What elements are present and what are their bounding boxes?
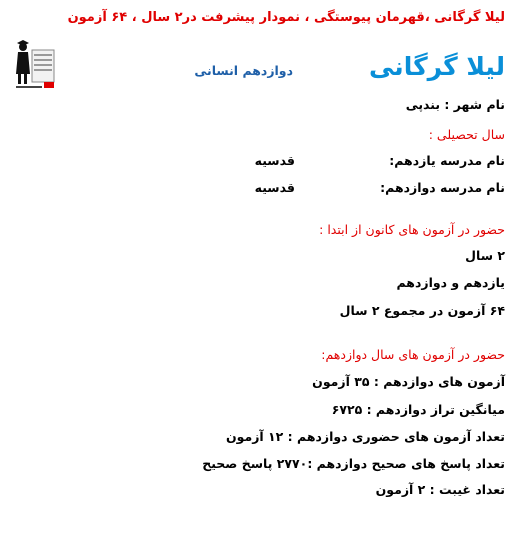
student-grade: دوازدهم انسانی xyxy=(194,63,293,78)
kanoon-logo-icon xyxy=(14,40,56,90)
city: نام شهر : بندپی xyxy=(405,97,505,112)
school11-label: نام مدرسه یازدهم: xyxy=(389,153,505,168)
attendance-total: ۶۴ آزمون در مجموع ۲ سال xyxy=(339,303,505,318)
attendance-grades: یازدهم و دوازدهم xyxy=(396,275,505,290)
grade12-heading: حضور در آزمون های سال دوازدهم: xyxy=(321,347,505,362)
academic-year-heading: سال تحصیلی : xyxy=(428,127,505,142)
grade12-exams: آزمون های دوازدهم : ۳۵ آزمون xyxy=(312,374,505,389)
page-title: لیلا گرگانی ،قهرمان پیوستگی ، نمودار پیشرفت در۲ سال ، ۶۴ آزمون xyxy=(67,10,505,25)
student-name: لیلا گرگانی xyxy=(369,52,505,81)
grade12-in-person: تعداد آزمون های حضوری دوازدهم : ۱۲ آزمون xyxy=(225,429,505,444)
school12-value: قدسیه xyxy=(254,180,295,195)
grade12-absence: تعداد غیبت : ۲ آزمون xyxy=(375,482,505,497)
grade12-avg-score: میانگین تراز دوازدهم : ۶۷۲۵ xyxy=(331,402,505,417)
attendance-heading: حضور در آزمون های کانون از ابتدا : xyxy=(319,222,505,237)
attendance-years: ۲ سال xyxy=(465,248,505,263)
grade12-correct: تعداد پاسخ های صحیح دوازدهم :۲۷۷۰ پاسخ صحیح xyxy=(202,456,505,471)
school11-value: قدسیه xyxy=(254,153,295,168)
school12-label: نام مدرسه دوازدهم: xyxy=(380,180,505,195)
